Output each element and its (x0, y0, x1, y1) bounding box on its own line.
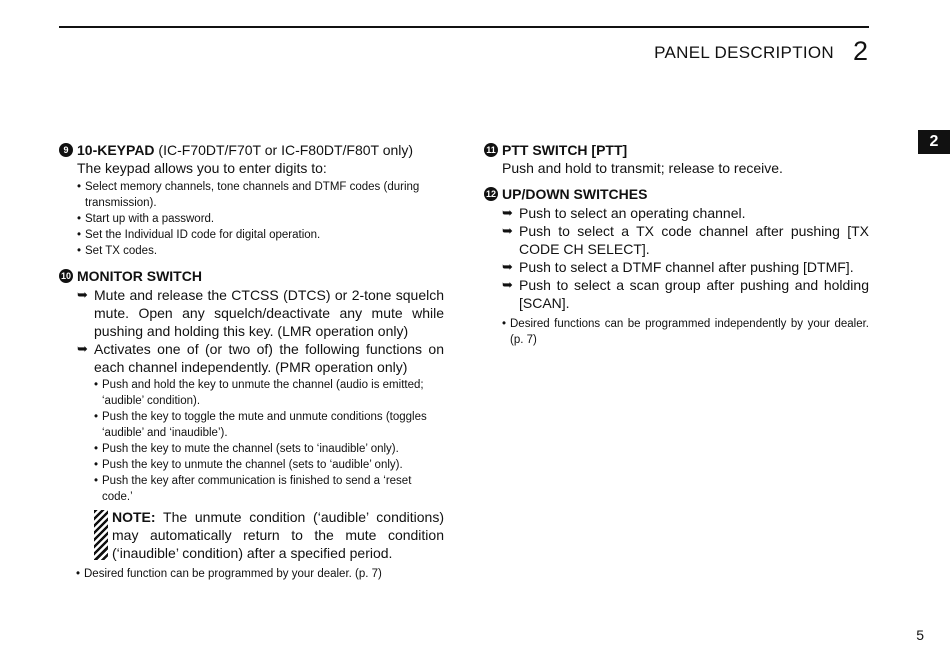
bullet-list (77, 179, 444, 259)
list-item: • Push the key to unmute the channel (sets to ‘audible’ only). (94, 457, 444, 473)
arrow-item-text: Push to select a DTMF channel after pushing [DTMF]. (519, 259, 854, 275)
section-keypad (59, 141, 444, 259)
section-number-marker: 9 (59, 143, 73, 157)
list-item: • Desired function can be programmed by your dealer. (p. 7) (76, 566, 444, 582)
arrow-item (77, 340, 444, 376)
left-column (59, 141, 444, 590)
list-item: • Start up with a password. (77, 211, 444, 227)
arrow-item (502, 204, 869, 222)
section-monitor-switch (59, 267, 444, 582)
dealer-note-list (502, 316, 869, 348)
top-rule (59, 26, 869, 28)
section-body: Push and hold to transmit; release to receive. (502, 160, 783, 176)
section-heading (59, 267, 444, 285)
list-item: • Desired functions can be programmed independently by your dealer. (p. 7) (502, 316, 869, 348)
chapter-side-tab: 2 (918, 130, 950, 154)
arrow-item (502, 258, 869, 276)
section-number-marker: 10 (60, 271, 71, 281)
chapter-number: 2 (852, 36, 868, 66)
arrow-bullet-icon: ➥ (502, 205, 513, 220)
section-number-marker: 11 (484, 143, 498, 157)
list-item: • Push the key to toggle the mute and unmute conditions (toggles ‘audible’ and ‘inaudible’). (94, 409, 444, 441)
section-heading (484, 141, 869, 159)
list-item: • Set the Individual ID code for digital operation. (77, 227, 444, 243)
section-title: MONITOR SWITCH (77, 268, 202, 284)
list-item: • Select memory channels, tone channels and DTMF codes (during transmission). (77, 179, 444, 211)
section-title: UP/DOWN SWITCHES (502, 186, 648, 202)
arrow-list (502, 204, 869, 312)
arrow-bullet-icon: ➥ (502, 277, 513, 292)
note-label: NOTE: (112, 509, 156, 525)
section-title: 10-KEYPAD (77, 142, 155, 158)
dealer-note-list (76, 566, 444, 582)
section-number-marker: 12 (485, 189, 496, 199)
note-hatch-icon (94, 510, 108, 560)
chapter-title: PANEL DESCRIPTION (654, 43, 834, 62)
arrow-item-text: Push to select a TX code channel after pushing [TX CODE CH SELECT]. (519, 223, 869, 257)
list-item: • Push and hold the key to unmute the channel (audio is emitted; ‘audible’ condition). (94, 377, 444, 409)
arrow-bullet-icon: ➥ (77, 287, 88, 302)
arrow-bullet-icon: ➥ (502, 223, 513, 238)
note-text: The unmute condition (‘audible’ conditions) may automatically return to the mute condition (‘inaudible’ condition) after a specified period. (112, 509, 444, 561)
section-heading (484, 185, 869, 203)
arrow-bullet-icon: ➥ (77, 341, 88, 356)
section-title: PTT SWITCH [PTT] (502, 142, 628, 158)
section-title-models: (IC-F70DT/F70T or IC-F80DT/F80T only) (154, 142, 414, 158)
arrow-item (502, 222, 869, 258)
sub-bullet-list (94, 377, 444, 505)
arrow-item (502, 276, 869, 312)
arrow-item-text: Activates one of (or two of) the following functions on each channel independently. (PMR operation only) (94, 341, 444, 375)
section-up-down-switches (484, 185, 869, 348)
list-item: • Push the key to mute the channel (sets to ‘inaudible’ only). (94, 441, 444, 457)
arrow-item-text: Mute and release the CTCSS (DTCS) or 2-tone squelch mute. Open any squelch/deactivate any mute while pushing and holding this key. (LMR operation only) (94, 287, 444, 339)
arrow-item-text: Push to select an operating channel. (519, 205, 746, 221)
arrow-list (77, 286, 444, 376)
note-block (94, 508, 444, 562)
arrow-item (77, 286, 444, 340)
arrow-bullet-icon: ➥ (502, 259, 513, 274)
arrow-item-text: Push to select a scan group after pushing and holding [SCAN]. (519, 277, 869, 311)
right-column (484, 141, 869, 356)
list-item: • Push the key after communication is finished to send a ‘reset code.’ (94, 473, 444, 505)
section-ptt-switch (484, 141, 869, 177)
list-item: • Set TX codes. (77, 243, 444, 259)
section-heading (59, 141, 444, 159)
page-number: 5 (916, 627, 924, 643)
section-intro: The keypad allows you to enter digits to: (77, 160, 327, 176)
